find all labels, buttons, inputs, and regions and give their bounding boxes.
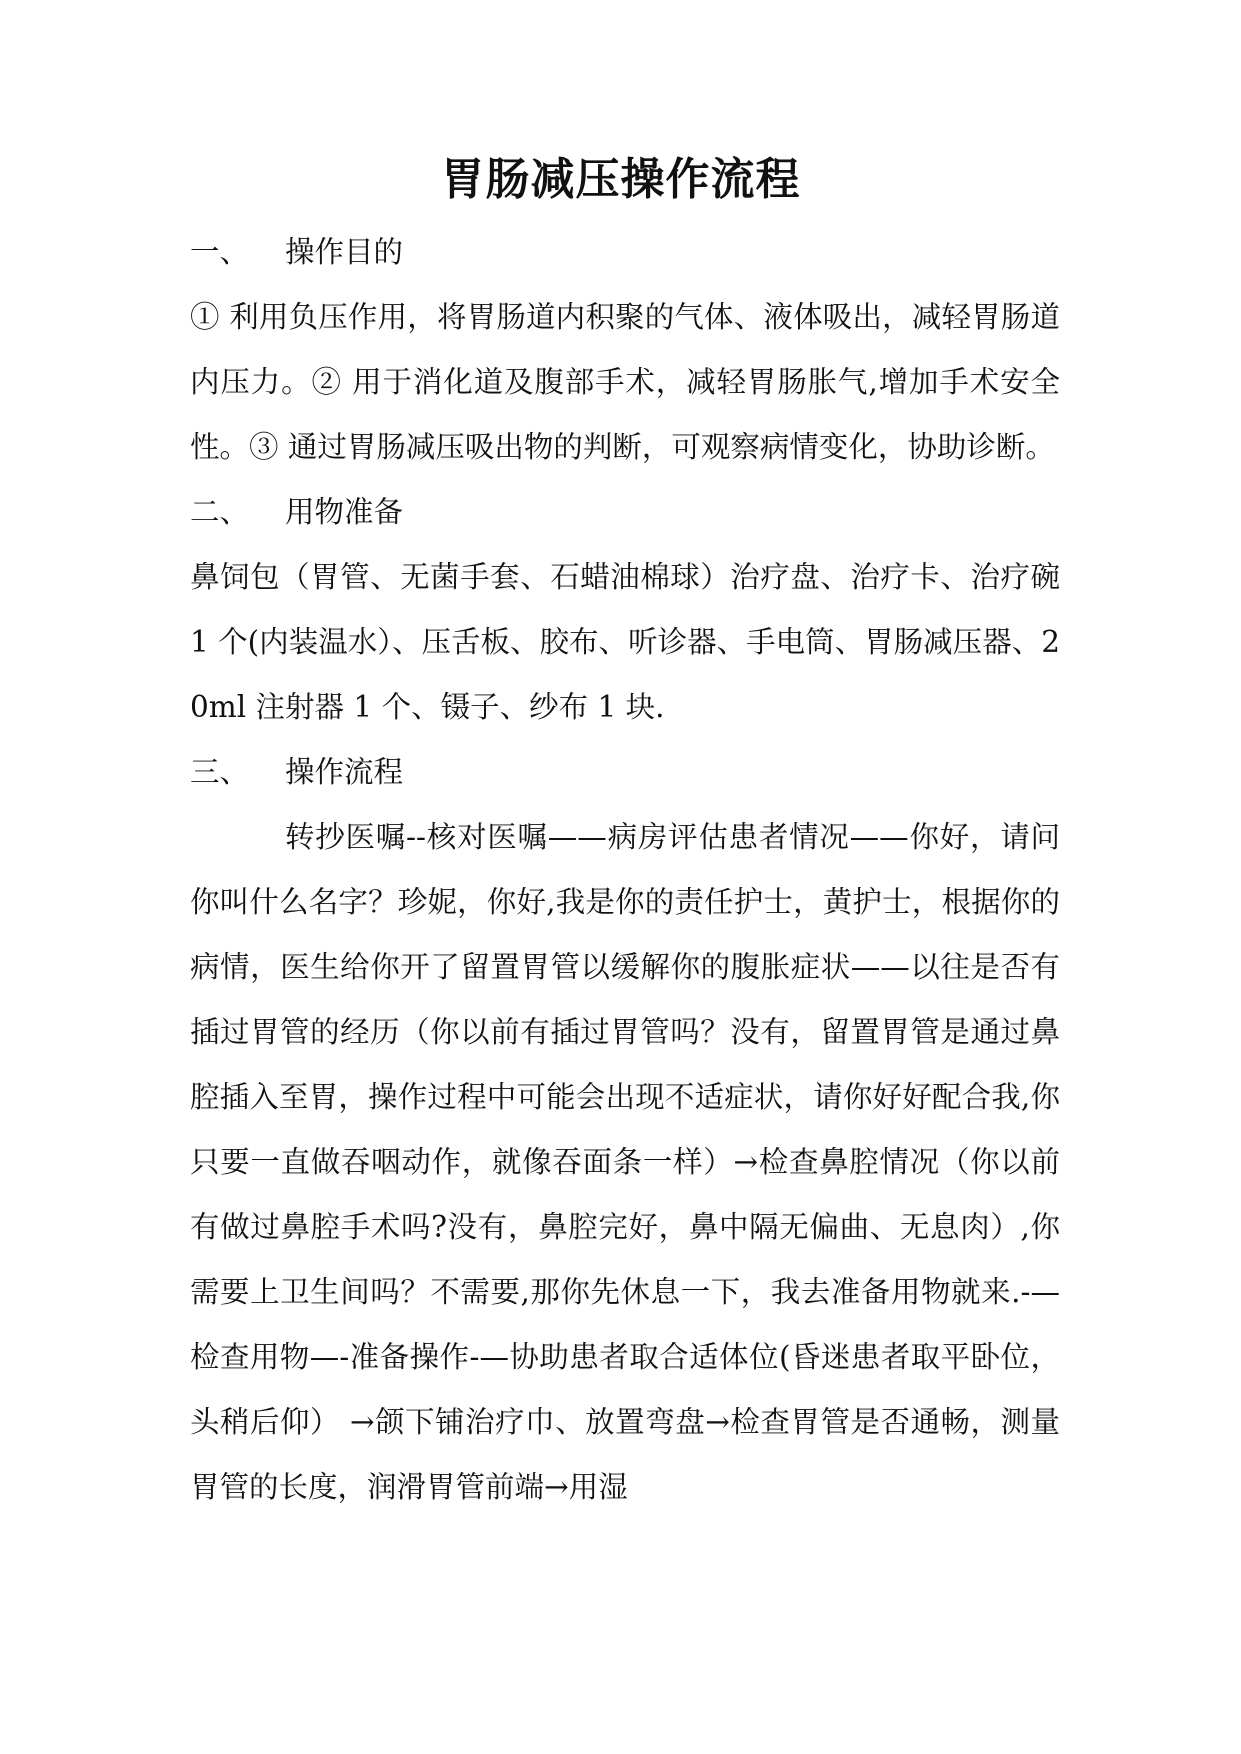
section-body-supplies: 鼻饲包（胃管、无菌手套、石蜡油棉球）治疗盘、治疗卡、治疗碗 1 个(内装温水）、压舌板、胶布、听诊器、手电筒、胃肠减压器、20ml 注射器 1 个、镊子、纱布 1 块. [190,560,1060,724]
section-number: 三、 [190,755,250,789]
document-body [190,220,1060,1520]
document-title: 胃肠减压操作流程 [440,154,801,205]
section-body-procedure: 转抄医嘱--核对医嘱——病房评估患者情况——你好，请问你叫什么名字？珍妮，你好,我是你的责任护士，黄护士，根据你的病情，医生给你开了留置胃管以缓解你的腹胀症状——以往是否有插过胃管的经历（你以前有插过胃管吗？没有，留置胃管是通过鼻腔插入至胃，操作过程中可能会出现不适症状，请你好好配合我,你只要一直做吞咽动作，就像吞面条一样）→检查鼻腔情况（你以前有做过鼻腔手术吗?没有，鼻腔完好，鼻中隔无偏曲、无息肉）,你需要上卫生间吗？不需要,那你先休息一下，我去准备用物就来.-—检查用物—-准备操作-—协助患者取合适体位(昏迷患者取平卧位，头稍后仰） →颌下铺治疗巾、放置弯盘→检查胃管是否通畅，测量胃管的长度，润滑胃管前端→用湿 [190,820,1060,1504]
section-heading-purpose [190,220,1060,285]
section-heading-text: 操作流程 [285,755,404,789]
section-heading-text: 用物准备 [285,495,404,529]
section-heading-text: 操作目的 [285,235,404,269]
section-body-purpose: ① 利用负压作用，将胃肠道内积聚的气体、液体吸出，减轻胃肠道内压力。② 用于消化道及腹部手术，减轻胃肠胀气,增加手术安全性。③ 通过胃肠减压吸出物的判断，可观察病情变化，协助诊断。 [190,300,1060,464]
section-number: 一、 [190,235,250,269]
section-heading-procedure [190,740,1060,805]
section-heading-supplies [190,480,1060,545]
section-number: 二、 [190,495,250,529]
